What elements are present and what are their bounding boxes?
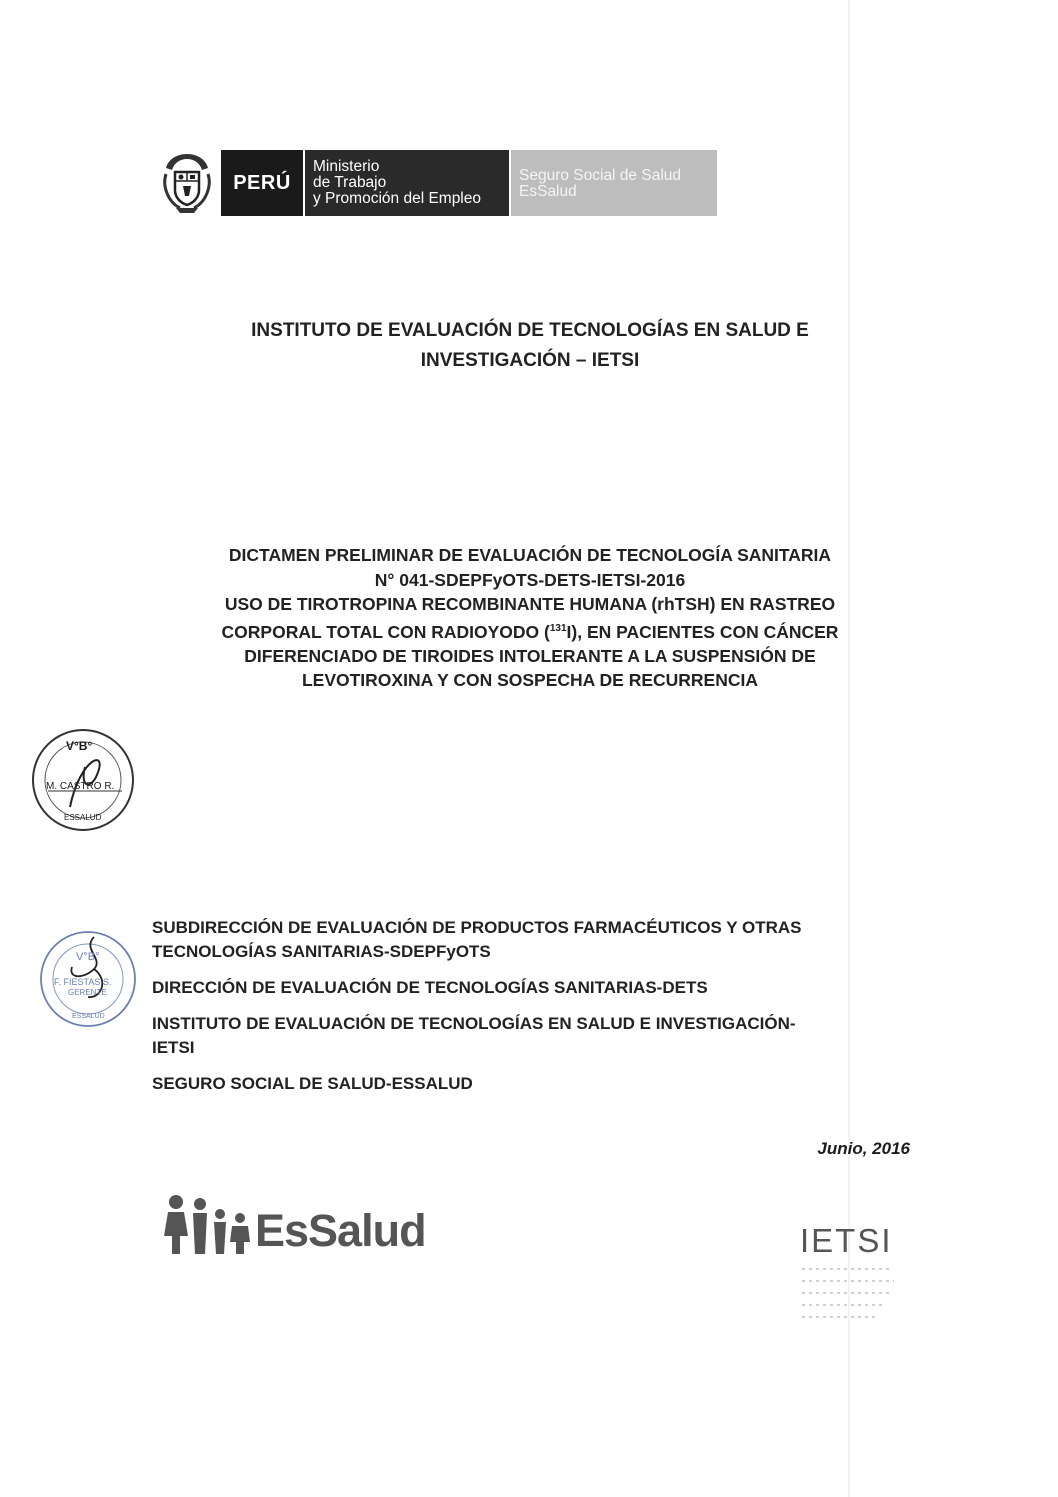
dictamen-line: USO DE TIROTROPINA RECOMBINANTE HUMANA (rhTSH) EN RASTREO — [224, 594, 836, 614]
approval-stamp-castro — [30, 727, 136, 833]
dictamen-text: I), EN PACIENTES CON CÁNCER — [566, 621, 839, 642]
isotope-superscript: 131 — [549, 622, 567, 634]
org-line: TECNOLOGÍAS SANITARIAS-SDEPFyOTS — [152, 942, 491, 961]
approval-stamp-fiestas — [38, 929, 138, 1029]
ministry-banner — [305, 150, 509, 216]
dictamen-line: LEVOTIROXINA Y CON SOSPECHA DE RECURRENCIA — [301, 670, 759, 691]
stamp-vb: V°B° — [66, 739, 93, 753]
institute-title — [150, 316, 910, 376]
ietsi-logo-subtext-icon — [802, 1265, 897, 1329]
dictamen-title-block — [150, 543, 910, 693]
organizations-block — [152, 916, 912, 1096]
essalud-banner — [511, 150, 717, 216]
institute-title-line: INVESTIGACIÓN – IETSI — [420, 350, 640, 371]
org-line: IETSI — [152, 1038, 195, 1057]
agency-line: EsSalud — [519, 183, 577, 200]
peru-coat-of-arms-icon — [158, 150, 216, 216]
dictamen-number: N° 041-SDEPFyOTS-DETS-IETSI-2016 — [374, 569, 686, 590]
essalud-family-icon — [162, 1192, 254, 1261]
stamp-bottom: ESSALUD — [72, 1013, 105, 1020]
peru-banner-label: PERÚ — [221, 150, 303, 216]
dictamen-line: DIFERENCIADO DE TIROIDES INTOLERANTE A LA SUSPENSIÓN DE — [244, 645, 816, 666]
essalud-logo-text: EsSalud — [255, 1205, 426, 1256]
ministry-line: y Promoción del Empleo — [313, 190, 481, 207]
document-date: Junio, 2016 — [817, 1139, 910, 1158]
org-line: INSTITUTO DE EVALUACIÓN DE TECNOLOGÍAS EN SALUD E INVESTIGACIÓN- — [152, 1014, 796, 1033]
dictamen-line: DICTAMEN PRELIMINAR DE EVALUACIÓN DE TECNOLOGÍA SANITARIA — [228, 545, 832, 565]
stamp-name: F. FIESTAS S. — [54, 977, 112, 987]
dictamen-text: CORPORAL TOTAL CON RADIOYODO ( — [221, 621, 550, 642]
stamp-name: M. CASTRO R. — [46, 781, 115, 792]
org-line: DIRECCIÓN DE EVALUACIÓN DE TECNOLOGÍAS SANITARIAS-DETS — [152, 978, 708, 997]
ministry-line: Ministerio — [313, 158, 380, 175]
stamp-bottom: ESSALUD — [64, 813, 102, 822]
institute-title-line: INSTITUTO DE EVALUACIÓN DE TECNOLOGÍAS EN SALUD E — [251, 320, 809, 341]
stamp-vb: V°B° — [76, 951, 100, 963]
ministry-line: de Trabajo — [313, 174, 387, 191]
org-line: SUBDIRECCIÓN DE EVALUACIÓN DE PRODUCTOS FARMACÉUTICOS Y OTRAS — [152, 918, 802, 937]
stamp-role: GERENTE — [68, 988, 107, 997]
agency-line: Seguro Social de Salud — [519, 167, 682, 184]
org-line: SEGURO SOCIAL DE SALUD-ESSALUD — [152, 1074, 473, 1093]
ietsi-logo-text: IETSI — [800, 1222, 893, 1259]
dictamen-line — [150, 617, 910, 644]
